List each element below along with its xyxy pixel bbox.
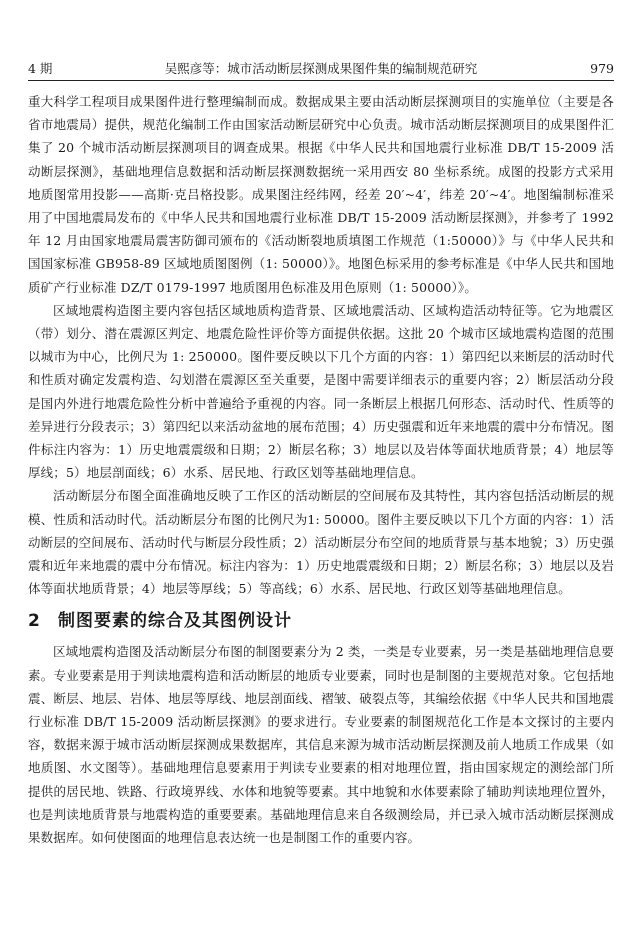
paragraph-active-fault-map: 活动断层分布图全面准确地反映了工作区的活动断层的空间展布及其特性，其内容包括活动断层的规模、性质和活动时代。活动断层分布图的比例尺为1: 50000。图件主要反映以下几个方面的内容：1）活动断层的空间展布、活动时代与断层分段性质；2）活动断层分布空间的地质背景与基本地貌；3）历史强震和近年来地震的震中分布情况。标注内容为：1）历史地震震级和日期；2）断层名称；3）地层以及岩体等面状地质背景；4）地层等厚线；5）等高线；6）水系、居民地、行政区划等基础地理信息。 [28,488,614,597]
issue-number: 4 期 [28,61,53,76]
section-heading [28,608,614,634]
header-rule [28,80,614,81]
body-text [28,90,614,849]
running-header [28,58,614,80]
running-title: 吴熙彦等：城市活动断层探测成果图件集的编制规范研究 [164,61,478,76]
section-title: 制图要素的综合及其图例设计 [58,611,292,632]
paragraph-map-elements: 区域地震构造图及活动断层分布图的制图要素分为 2 类，一类是专业要素，另一类是基础地理信息要素。专业要素是用于判读地震构造和活动断层的地质专业要素，同时也是制图的主要规范对象。它包括地震、断层、地层、岩体、地层等厚线、地层剖面线、褶皱、破裂点等，其编绘依据《中华人民共和国地震行业标准 DB/T 15-2009 活动断层探测》的要求进行。专业要素的制图规范化工作是本文探讨的主要内容，数据来源于城市活动断层探测成果数据库，其信息来源为城市活动断层探测及前人地质工作成果（如地质图、水文图等）。基础地理信息要素用于判读专业要素的相对地理位置，指由国家规定的测绘部门所提供的居民地、铁路、行政境界线、水体和地貌等要素。其中地貌和水体要素除了辅助判读地理位置外，也是判读地质背景与地震构造的重要要素。基础地理信息来自各级测绘局，并已录入城市活动断层探测成果数据库。如何使图面的地理信息表达统一也是制图工作的重要内容。 [28,644,614,846]
section-number: 2 [28,611,41,632]
paragraph-continued: 重大科学工程项目成果图件进行整理编制而成。数据成果主要由活动断层探测项目的实施单位（主要是各省市地震局）提供，规范化编制工作由国家活动断层研究中心负责。城市活动断层探测项目的成果图件汇集了 20 个城市活动断层探测项目的调查成果。根据《中华人民共和国地震行业标准 DB/T 15-2009 活动断层探测》，基础地理信息数据和活动断层探测数据统一采用西安 80 坐标系统。成图的投影方式采用地质图常用投影——高斯·克吕格投影。成果图注经纬网，经差 20′~4′，纬差 20′~4′。地图编制标准采用了中国地震局发布的《中华人民共和国地震行业标准 DB/T 15-2009 活动断层探测》，并参考了 1992 年 12 月由国家地震局震害防御司颁布的《活动断裂地质填图工作规范（1:50000）》与《中华人民共和国国家标准 GB958-89 区域地质图图例（1: 50000）》。地图色标采用的参考标准是《中华人民共和国地质矿产行业标准 DZ/T 0179-1997 地质图用色标准及用色原则（1: 50000）》。 [28,94,614,295]
paragraph-regional-seismotectonic-map: 区域地震构造图主要内容包括区域地质构造背景、区域地震活动、区域构造活动特征等。它为地震区（带）划分、潜在震源区判定、地震危险性评价等方面提供依据。这批 20 个城市区域地震构造图的范围以城市为中心，比例尺为 1: 250000。图件要反映以下几个方面的内容：1）第四纪以来断层的活动时代和性质对确定发震构造、勾划潜在震源区至关重要，是图中需要详细表示的重要内容；2）断层活动分段是国内外进行地震危险性分析中普遍给予重视的内容。同一条断层上根据几何形态、活动时代、性质等的差异进行分段表示；3）第四纪以来活动盆地的展布范围；4）历史强震和近年来地震的震中分布情况。图件标注内容为：1）历史地震震级和日期；2）断层名称；3）地层以及岩体等面状地质背景；4）地层等厚线；5）地层剖面线；6）水系、居民地、行政区划等基础地理信息。 [28,302,614,481]
page-number: 979 [590,61,614,76]
